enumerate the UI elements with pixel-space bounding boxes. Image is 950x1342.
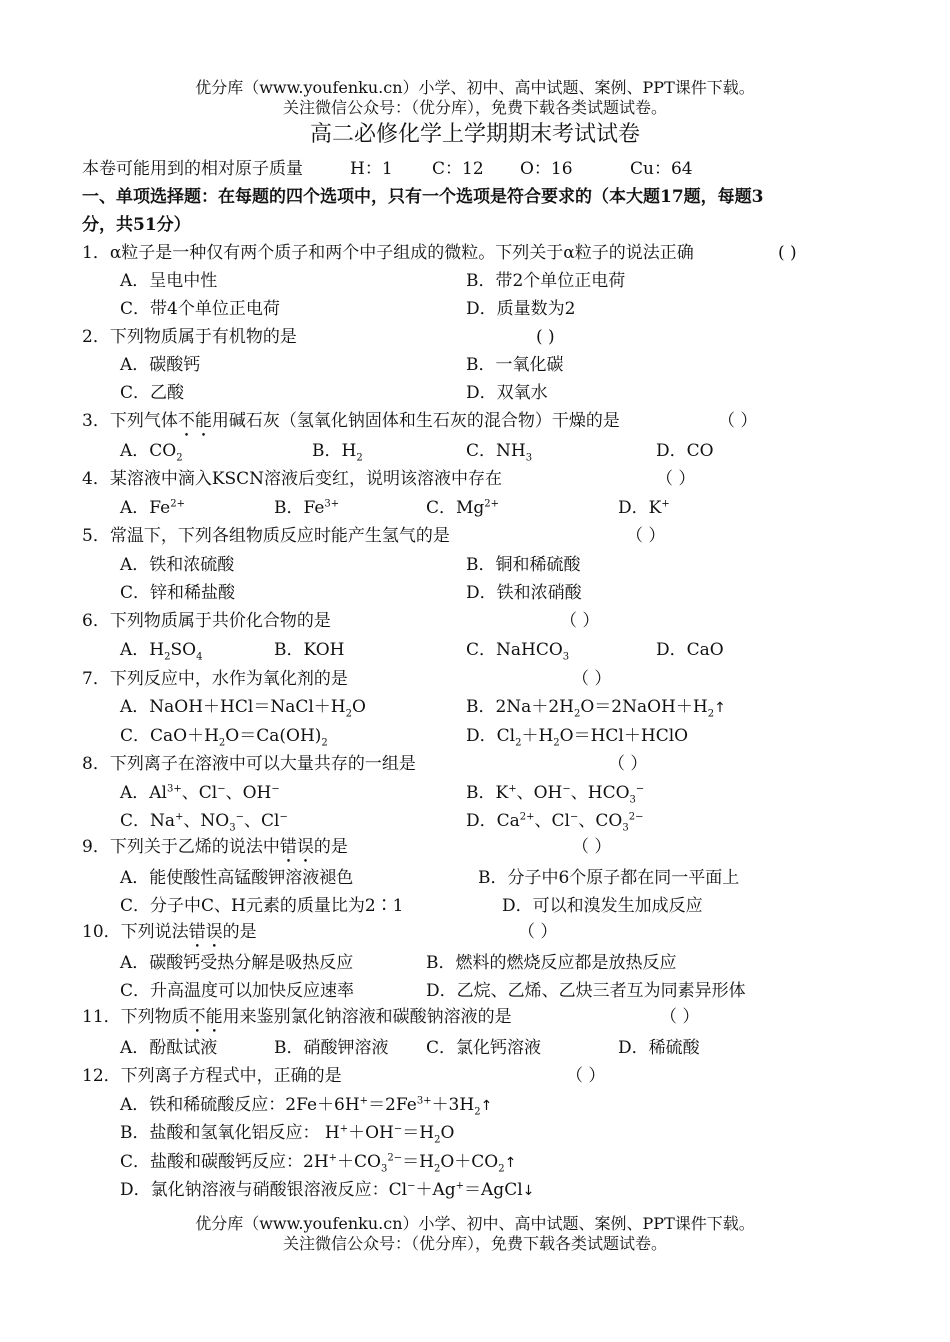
q9-answer-paren: （ ） bbox=[572, 837, 612, 857]
q1-option-c: C．带4个单位正电荷 bbox=[120, 299, 280, 319]
q2-option-c: C．乙酸 bbox=[120, 383, 185, 403]
atomic-mass-c: C：12 bbox=[432, 159, 484, 179]
q11-stem: 11．下列物质不能用来鉴别氯化钠溶液和碳酸钠溶液的是 bbox=[82, 1007, 512, 1027]
header-line-1: 优分库（www.youfenku.cn）小学、初中、高中试题、案例、PPT课件下载。 bbox=[195, 78, 755, 97]
precipitate-arrow-icon: ↓ bbox=[522, 1183, 535, 1199]
section-heading-line-1: 一、单项选择题：在每题的四个选项中，只有一个选项是符合要求的（本大题17题，每题3 bbox=[82, 187, 764, 207]
q2-stem: 2．下列物质属于有机物的是 bbox=[82, 327, 297, 347]
q5-answer-paren: （ ） bbox=[626, 526, 666, 546]
q6-option-b: B．KOH bbox=[274, 640, 345, 660]
q5-option-c: C．锌和稀盐酸 bbox=[120, 583, 236, 603]
gas-arrow-icon: ↑ bbox=[504, 1155, 517, 1171]
atomic-mass-h: H：1 bbox=[350, 159, 393, 179]
section-heading-line-2: 分，共51分） bbox=[82, 215, 191, 235]
q7-stem: 7．下列反应中，水作为氧化剂的是 bbox=[82, 669, 348, 689]
q3-option-a: A．$CO_2$ bbox=[120, 441, 183, 464]
q11-option-b: B．硝酸钾溶液 bbox=[274, 1038, 389, 1058]
footer-line-1: 优分库（www.youfenku.cn）小学、初中、高中试题、案例、PPT课件下载。 bbox=[195, 1214, 755, 1233]
q5-option-d: D．铁和浓硝酸 bbox=[466, 583, 582, 603]
q8-option-a: A．$Al^{3+}$、Cl−、OH− bbox=[120, 783, 280, 803]
q10-emphasis: 错误 bbox=[188, 922, 223, 942]
q11-option-a: A．酚酞试液 bbox=[120, 1038, 218, 1058]
q4-option-b: B．$Fe^{3+}$ bbox=[274, 498, 340, 518]
q8-option-b: B．K+、OH−、$HCO_3^-$ bbox=[466, 783, 645, 806]
q2-option-a: A．碳酸钙 bbox=[120, 355, 201, 375]
q12-option-b: B．盐酸和氢氧化铝反应： $H^++OH^-=H_2O$ bbox=[120, 1123, 455, 1146]
atomic-mass-label: 本卷可能用到的相对原子质量 bbox=[82, 159, 303, 179]
q7-option-c: C．$CaO+H_2O=Ca(OH)_2$ bbox=[120, 726, 328, 749]
q1-stem: 1．α粒子是一种仅有两个质子和两个中子组成的微粒。下列关于α粒子的说法正确 bbox=[82, 243, 694, 263]
q8-option-d: D．$Ca^{2+}$、Cl−、$CO_3^{2-}$ bbox=[466, 811, 644, 834]
gas-arrow-icon: ↑ bbox=[714, 700, 726, 716]
header-line-2: 关注微信公众号：（优分库），免费下载各类试题试卷。 bbox=[282, 98, 667, 117]
q3-option-b: B．$H_2$ bbox=[312, 441, 363, 464]
gas-arrow-icon: ↑ bbox=[480, 1098, 493, 1114]
q1-option-b: B．带2个单位正电荷 bbox=[466, 271, 626, 291]
q10-stem: 10．下列说法错误的是 bbox=[82, 922, 257, 942]
q5-option-b: B．铜和稀硫酸 bbox=[466, 555, 581, 575]
q1-option-d: D．质量数为2 bbox=[466, 299, 576, 319]
page-title: 高二必修化学上学期期末考试试卷 bbox=[309, 122, 640, 147]
q10-option-b: B．燃料的燃烧反应都是放热反应 bbox=[426, 953, 677, 973]
q7-option-a: A．$NaOH+HCl=NaCl+H_2O$ bbox=[120, 697, 366, 720]
q10-option-c: C．升高温度可以加快反应速率 bbox=[120, 981, 355, 1001]
q6-option-d: D．CaO bbox=[656, 640, 724, 660]
q9-option-d: D．可以和溴发生加成反应 bbox=[502, 896, 703, 916]
q6-option-a: A．$H_2SO_4$ bbox=[120, 640, 203, 663]
q12-stem: 12．下列离子方程式中，正确的是 bbox=[82, 1066, 342, 1086]
q12-option-a: A．铁和稀硫酸反应：$2Fe+6H^+=2Fe^{3+}+3H_2↑$ bbox=[120, 1095, 493, 1118]
q12-answer-paren: （ ） bbox=[566, 1066, 606, 1086]
q10-answer-paren: （ ） bbox=[518, 922, 558, 942]
q1-answer-paren: ( ) bbox=[778, 243, 797, 263]
q12-option-c: C．盐酸和碳酸钙反应：$2H^++CO_3^{2-}=H_2O+CO_2↑$ bbox=[120, 1152, 517, 1175]
q2-answer-paren: ( ) bbox=[536, 327, 555, 347]
q11-answer-paren: （ ） bbox=[660, 1007, 700, 1027]
q9-emphasis: 错误 bbox=[279, 837, 314, 857]
q10-option-d: D．乙烷、乙烯、乙炔三者互为同素异形体 bbox=[426, 981, 746, 1001]
q9-option-a: A．能使酸性高锰酸钾溶液褪色 bbox=[120, 868, 354, 888]
q7-option-b: B．$2Na+2H_2O=2NaOH+H_2↑$ bbox=[466, 697, 726, 720]
q7-answer-paren: （ ） bbox=[572, 669, 612, 689]
q4-option-c: C．$Mg^{2+}$ bbox=[426, 498, 500, 518]
q11-option-c: C．氯化钙溶液 bbox=[426, 1038, 542, 1058]
q10-option-a: A．碳酸钙受热分解是吸热反应 bbox=[120, 953, 354, 973]
q6-option-c: C．NaHCO$_3$ bbox=[466, 640, 570, 663]
q5-option-a: A．铁和浓硫酸 bbox=[120, 555, 235, 575]
atomic-mass-cu: Cu：64 bbox=[630, 159, 693, 179]
q8-answer-paren: （ ） bbox=[608, 754, 648, 774]
q4-answer-paren: （ ） bbox=[656, 469, 696, 489]
q3-emphasis: 不能 bbox=[177, 411, 212, 431]
q9-option-b: B．分子中6个原子都在同一平面上 bbox=[478, 868, 740, 888]
q6-stem: 6．下列物质属于共价化合物的是 bbox=[82, 611, 331, 631]
q5-stem: 5．常温下，下列各组物质反应时能产生氢气的是 bbox=[82, 526, 450, 546]
q9-option-c: C．分子中C、H元素的质量比为2∶1 bbox=[120, 896, 404, 916]
q4-stem: 4．某溶液中滴入KSCN溶液后变红，说明该溶液中存在 bbox=[82, 469, 503, 489]
q8-option-c: C．Na+、$NO_3^-$、Cl− bbox=[120, 811, 288, 834]
q1-option-a: A．呈电中性 bbox=[120, 271, 218, 291]
atomic-mass-o: O：16 bbox=[520, 159, 573, 179]
q3-stem: 3．下列气体不能用碱石灰（氢氧化钠固体和生石灰的混合物）干燥的是 bbox=[82, 411, 620, 431]
q2-option-b: B．一氧化碳 bbox=[466, 355, 564, 375]
q4-option-a: A．$Fe^{2+}$ bbox=[120, 498, 185, 518]
q6-answer-paren: （ ） bbox=[560, 611, 600, 631]
q8-stem: 8．下列离子在溶液中可以大量共存的一组是 bbox=[82, 754, 416, 774]
q2-option-d: D．双氧水 bbox=[466, 383, 548, 403]
q12-option-d: D．氯化钠溶液与硝酸银溶液反应：Cl−＋Ag+＝AgCl↓ bbox=[120, 1180, 535, 1200]
q4-option-d: D．K+ bbox=[618, 498, 670, 518]
q11-emphasis: 不能 bbox=[188, 1007, 223, 1027]
q3-answer-paren: （ ） bbox=[718, 411, 758, 431]
q11-option-d: D．稀硫酸 bbox=[618, 1038, 700, 1058]
footer-line-2: 关注微信公众号：（优分库），免费下载各类试题试卷。 bbox=[282, 1234, 667, 1253]
q7-option-d: D．$Cl_2+H_2O=HCl+HClO$ bbox=[466, 726, 689, 749]
q9-stem: 9．下列关于乙烯的说法中错误的是 bbox=[82, 837, 348, 857]
q3-option-c: C．$NH_3$ bbox=[466, 441, 533, 464]
q3-option-d: D．CO bbox=[656, 441, 714, 461]
